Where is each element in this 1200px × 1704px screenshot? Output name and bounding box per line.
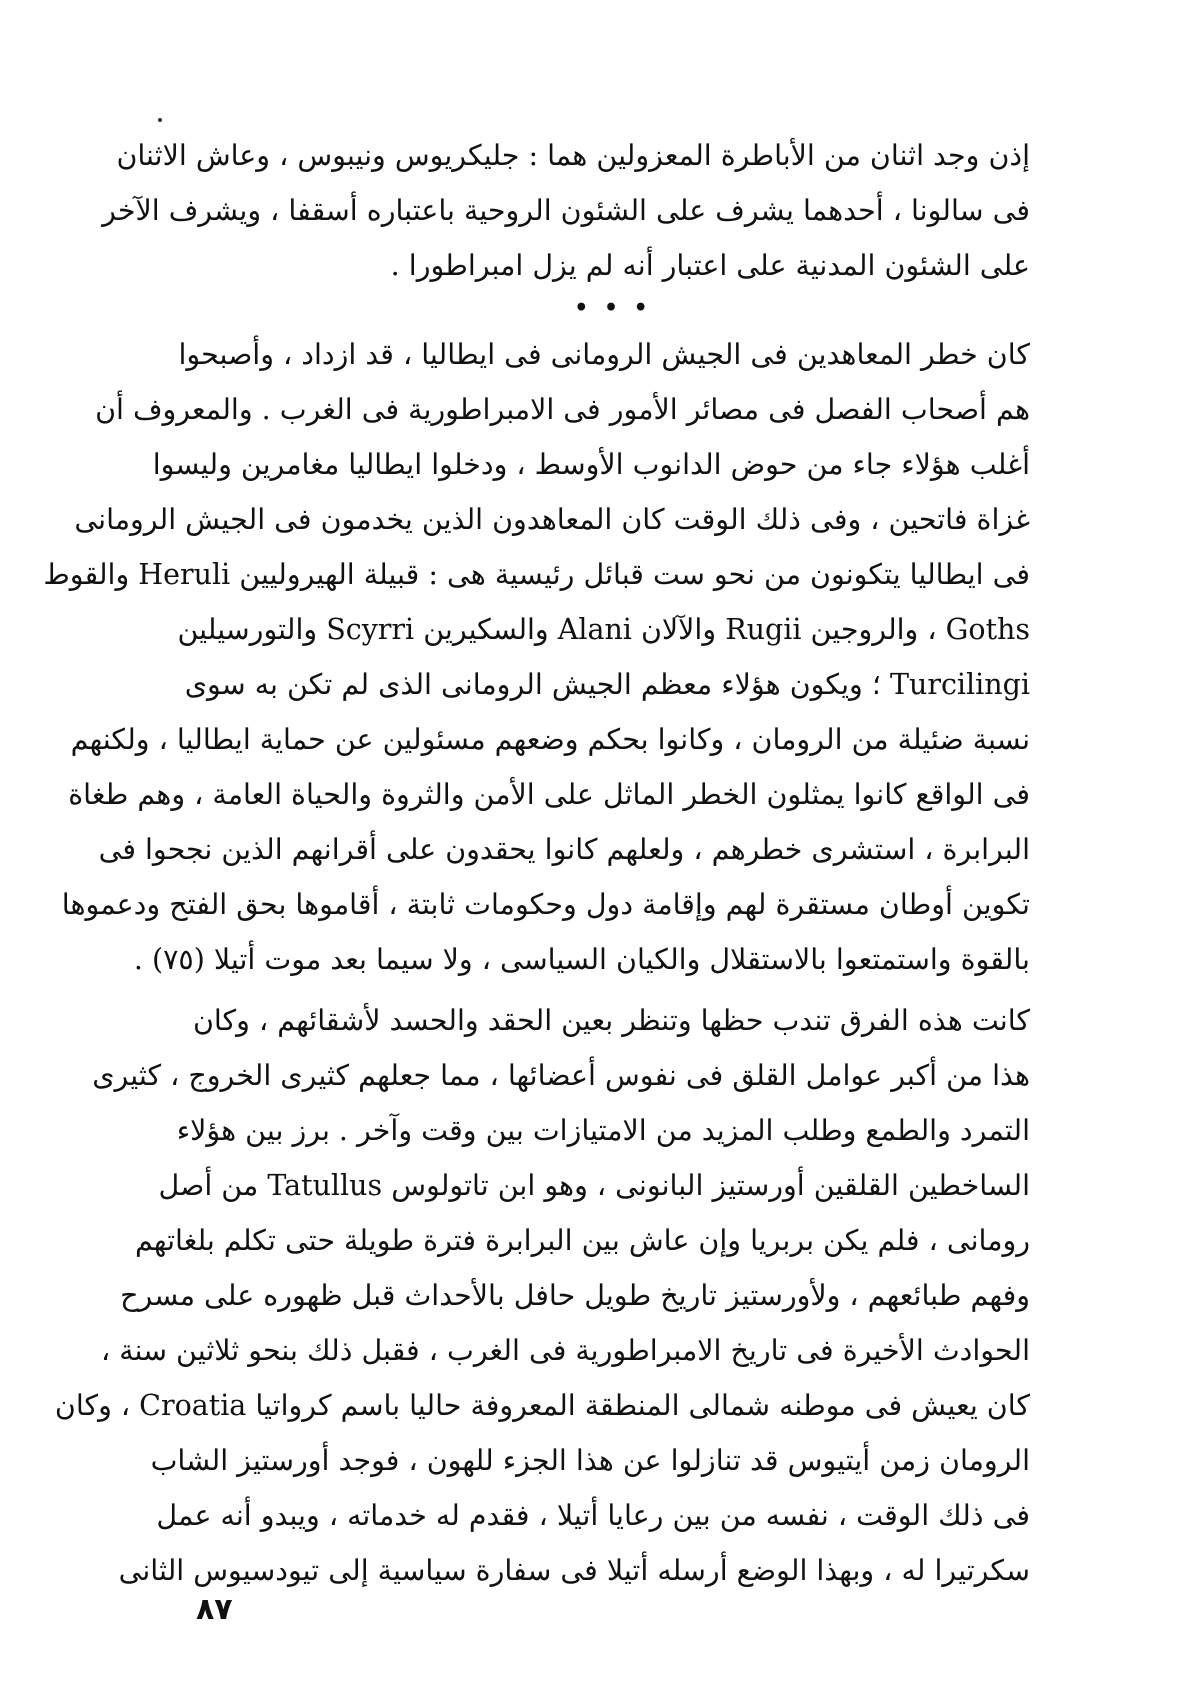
text-line: الساخطين القلقين أورستيز البانونى ، وهو ابن تاتولوس Tatullus من أصل (158, 1169, 1030, 1202)
paragraph-3 (54, 993, 1030, 1598)
text-line: نسبة ضئيلة من الرومان ، وكانوا بحكم وضعهم مسئولين عن حماية ايطاليا ، ولكنهم (70, 723, 1030, 756)
paragraph-2 (43, 327, 1030, 987)
text-line: كان يعيش فى موطنه شمالى المنطقة المعروفة حاليا باسم كرواتيا Croatia ، وكان (54, 1389, 1030, 1422)
text-line: كانت هذه الفرق تندب حظها وتنظر بعين الحقد والحسد لأشقائهم ، وكان (192, 1004, 1030, 1037)
text-line: وفهم طبائعهم ، ولأورستيز تاريخ طويل حافل بالأحداث قبل ظهوره على مسرح (120, 1279, 1030, 1312)
text-line: التمرد والطمع وطلب المزيد من الامتيازات بين وقت وآخر . برز بين هؤلاء (176, 1114, 1030, 1147)
text-line: تكوين أوطان مستقرة لهم وإقامة دول وحكومات ثابتة ، أقاموها بحق الفتح ودعموها (61, 888, 1030, 921)
text-line: فى الواقع كانوا يمثلون الخطر الماثل على الأمن والثروة والحياة العامة ، وهم طغاة (68, 778, 1030, 811)
text-line: فى ذلك الوقت ، نفسه من بين رعايا أتيلا ، فقدم له خدماته ، ويبدو أنه عمل (156, 1499, 1030, 1532)
text-line: سكرتيرا له ، وبهذا الوضع أرسله أتيلا فى سفارة سياسية إلى تيودسيوس الثانى (118, 1554, 1030, 1587)
text-line: الرومان زمن أيتيوس قد تنازلوا عن هذا الجزء للهون ، فوجد أورستيز الشاب (150, 1444, 1030, 1477)
page-number: ٨٧ (196, 1592, 233, 1627)
paragraph-1 (102, 128, 1030, 293)
text-line: كان خطر المعاهدين فى الجيش الرومانى فى ايطاليا ، قد ازداد ، وأصبحوا (178, 338, 1030, 371)
body-text (43, 128, 1030, 1598)
text-line: هذا من أكبر عوامل القلق فى نفوس أعضائها ، مما جعلهم كثيرى الخروج ، كثيرى (92, 1059, 1030, 1092)
section-separator: • • • (574, 295, 652, 321)
text-line: بالقوة واستمتعوا بالاستقلال والكيان السياسى ، ولا سيما بعد موت أتيلا (٧٥) . (133, 943, 1030, 976)
text-line: فى سالونا ، أحدهما يشرف على الشئون الروحية باعتباره أسقفا ، ويشرف الآخر (102, 194, 1030, 227)
text-line: البرابرة ، استشرى خطرهم ، ولعلهم كانوا يحقدون على أقرانهم الذين نجحوا فى (98, 833, 1030, 866)
text-line: هم أصحاب الفصل فى مصائر الأمور فى الامبراطورية فى الغرب . والمعروف أن (95, 393, 1030, 426)
text-line: غزاة فاتحين ، وفى ذلك الوقت كان المعاهدون الذين يخدمون فى الجيش الرومانى (74, 503, 1030, 536)
text-line: فى ايطاليا يتكونون من نحو ست قبائل رئيسية هى : قبيلة الهيروليين Heruli والقوط (43, 558, 1030, 591)
text-line: إذن وجد اثنان من الأباطرة المعزولين هما : جليكريوس ونيبوس ، وعاش الاثنان (116, 139, 1030, 172)
text-line: الحوادث الأخيرة فى تاريخ الامبراطورية فى الغرب ، فقبل ذلك بنحو ثلاثين سنة ، (100, 1334, 1030, 1367)
text-line: على الشئون المدنية على اعتبار أنه لم يزل امبراطورا . (390, 249, 1030, 282)
text-line: Turcilingi ؛ ويكون هؤلاء معظم الجيش الرومانى الذى لم تكن به سوى (184, 668, 1030, 701)
text-line: رومانى ، فلم يكن بربريا وإن عاش بين البرابرة فترة طويلة حتى تكلم بلغاتهم (134, 1224, 1030, 1257)
scan-speck (158, 118, 162, 122)
text-line: Goths ، والروجين Rugii والآلان Alani والسكيرين Scyrri والتورسيلين (177, 613, 1030, 646)
text-line: أغلب هؤلاء جاء من حوض الدانوب الأوسط ، ودخلوا ايطاليا مغامرين وليسوا (152, 448, 1030, 481)
